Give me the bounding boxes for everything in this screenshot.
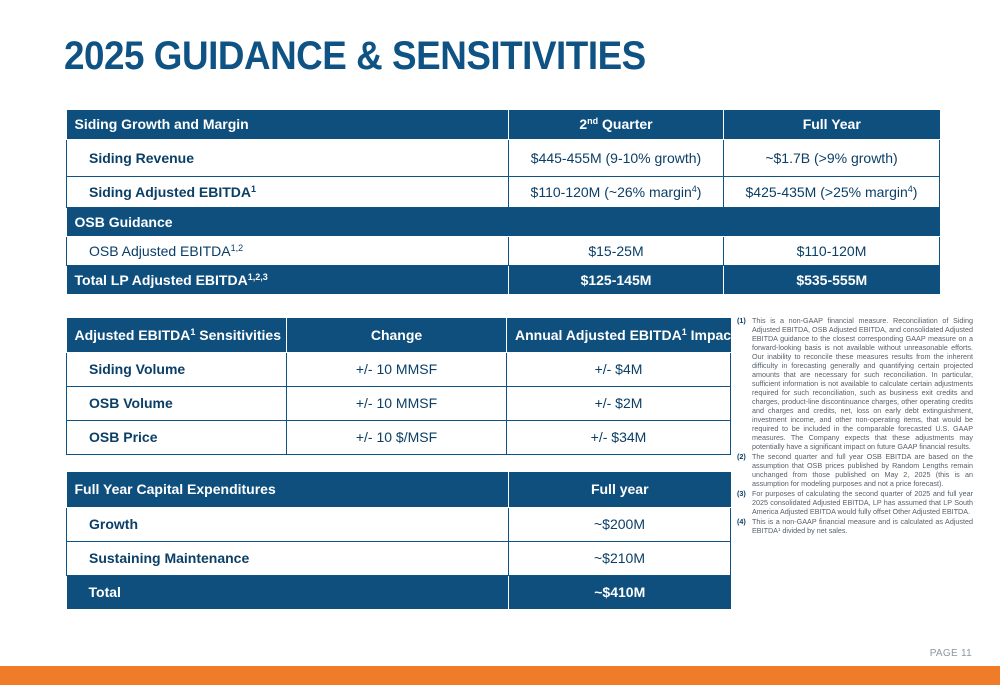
row-label: Sustaining Maintenance [67,541,509,575]
capex-header-value: Full year [509,472,731,507]
section-label: OSB Guidance [67,207,509,236]
footnote [737,489,973,516]
row-q2-value: $125-145M [509,265,724,294]
footnote-text: This is a non-GAAP financial measure and is calculated as Adjusted EBITDA¹ divided by net sales. [752,517,973,535]
capex-table [66,472,731,610]
guidance-header-q2: 2nd Quarter [509,110,724,139]
footnotes [737,316,973,536]
osb-guidance-section-row [67,207,940,236]
row-value: ~$210M [509,541,731,575]
page-number: PAGE 11 [929,648,972,659]
table-row [67,507,731,541]
total-row [67,575,731,609]
row-fy-value: $110-120M [724,236,940,265]
row-q2-value: $110-120M (~26% margin$^4$) [509,176,724,207]
footer-accent-bar [0,666,1000,685]
sensitivities-header-row [67,318,731,352]
section-spacer [724,207,940,236]
row-value: ~$200M [509,507,731,541]
row-fy-value: $535-555M [724,265,940,294]
table-row [67,386,731,420]
row-label: OSB Volume [67,386,287,420]
row-change: +/- 10 MMSF [287,352,507,386]
row-value: ~$410M [509,575,731,609]
capex-header-label: Full Year Capital Expenditures [67,472,509,507]
footnote-number: (1) [737,316,746,325]
table-row [67,236,940,265]
footnote-text: For purposes of calculating the second quarter of 2025 and full year 2025 consolidated Adjusted EBITDA, LP has assumed that LP South America Adjusted EBITDA would fully offset Other Adjusted EBITDA. [752,489,973,516]
sensitivities-header-impact: Annual Adjusted EBITDA$^1$ Impact [507,318,731,352]
row-label: OSB Adjusted EBITDA$^{1,2}$ [67,236,509,265]
total-row [67,265,940,294]
footnote-text: The second quarter and full year OSB EBITDA are based on the assumption that OSB prices published by Random Lengths remain unchanged from those published on May 2, 2025 (this is an assumption for modeling purposes and not a price forecast). [752,452,973,488]
row-label: Siding Volume [67,352,287,386]
footnote-number: (2) [737,452,746,461]
capex-header-row [67,472,731,507]
guidance-header-label: Siding Growth and Margin [67,110,509,139]
row-impact: +/- $4M [507,352,731,386]
row-label: OSB Price [67,420,287,454]
sensitivities-header-label: Adjusted EBITDA$^1$ Sensitivities [67,318,287,352]
sensitivities-header-change: Change [287,318,507,352]
table-row [67,420,731,454]
table-row [67,541,731,575]
footnote-text: This is a non-GAAP financial measure. Reconciliation of Siding Adjusted EBITDA, OSB Adjusted EBITDA, and consolidated Adjusted EBITDA guidance to the closest corresponding GAAP measure on a forward-looking basis is not available without unreasonable efforts. Our inability to reconcile these measures results from the inherent difficulty in forecasting generally and quantifying certain projected amounts that are necessary for such reconciliation. In particular, sufficient information is not available to calculate certain adjustments required for such reconciliation, such as business exit credits and charges, product-line discontinuance charges, other operating credits and charges and credits, net, loss on early debt extinguishment, investment income, and other non-operating items, that would be required to be included in the comparable forecasted U.S. GAAP measures. The Company expects that these adjustments may potentially have a significant impact on future GAAP financial results. [752,316,973,451]
footnote-number: (4) [737,517,746,526]
row-q2-value: $15-25M [509,236,724,265]
row-impact: +/- $2M [507,386,731,420]
footnote-number: (3) [737,489,746,498]
footnote [737,452,973,488]
row-label: Total [67,575,509,609]
row-fy-value: ~$1.7B (>9% growth) [724,139,940,176]
row-label: Growth [67,507,509,541]
row-fy-value: $425-435M (>25% margin$^4$) [724,176,940,207]
row-label: Siding Revenue [67,139,509,176]
row-label: Total LP Adjusted EBITDA$^{1,2,3}$ [67,265,509,294]
guidance-header-fy: Full Year [724,110,940,139]
footnote [737,316,973,451]
section-spacer [509,207,724,236]
guidance-header-row [67,110,940,139]
row-impact: +/- $34M [507,420,731,454]
footnote [737,517,973,535]
table-row [67,176,940,207]
row-change: +/- 10 $/MSF [287,420,507,454]
table-row [67,352,731,386]
row-q2-value: $445-455M (9-10% growth) [509,139,724,176]
table-row [67,139,940,176]
guidance-table [66,110,940,295]
row-label: Siding Adjusted EBITDA$^1$ [67,176,509,207]
page-title: 2025 GUIDANCE & SENSITIVITIES [64,34,646,78]
sensitivities-table [66,318,736,455]
row-change: +/- 10 MMSF [287,386,507,420]
